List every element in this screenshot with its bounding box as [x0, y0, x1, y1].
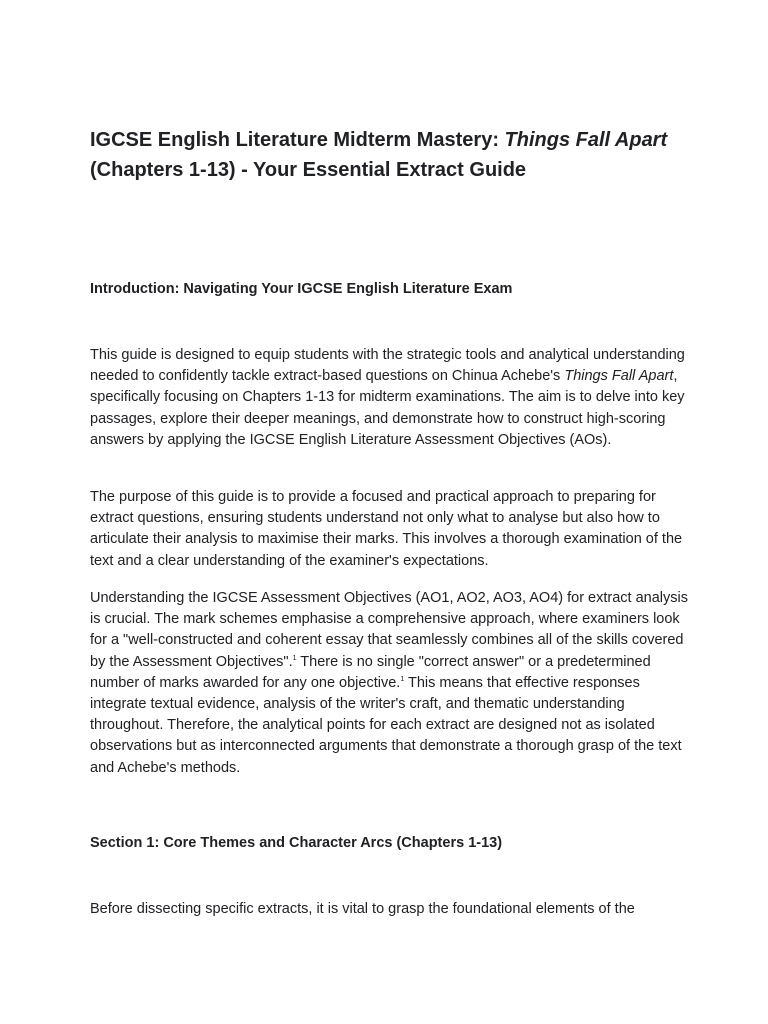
intro-heading: Introduction: Navigating Your IGCSE English Literature Exam [90, 281, 513, 297]
title-rest: (Chapters 1-13) - Your Essential Extract Guide [90, 159, 527, 181]
intro-p1-book-italic: Things Fall Apart [564, 368, 674, 385]
intro-p1-text-b: , specifically focusing on Chapters 1-13 for midterm examinations. The aim is to delve into key passages, explore their deeper meanings, and demonstrate how to construct high-scoring answers by applying the IGCSE English Literature Assessment Objectives (AOs). [90, 368, 685, 448]
document-title [90, 125, 690, 185]
intro-paragraph-1 [90, 345, 690, 451]
intro-p3-text-a: Understanding the IGCSE Assessment Objectives (AO1, AO2, AO3, AO4) for extract analysis is crucial. The mark schemes emphasise a comprehensive approach, where examiners look for a "well-constructed and coherent essay that seamlessly combines all of the skills covered by the Assessment Objectives". [90, 590, 688, 670]
title-book-italic: Things Fall Apart [504, 129, 668, 151]
intro-p3-text-b: There is no single "correct answer" or a predetermined number of marks awarded for any one objective. [90, 653, 651, 691]
section1-heading: Section 1: Core Themes and Character Arcs (Chapters 1-13) [90, 835, 503, 851]
footnote-ref-1[interactable]: 1 [292, 654, 297, 662]
intro-paragraph-2: The purpose of this guide is to provide a focused and practical approach to preparing for extract questions, ensuring students understand not only what to analyse but also how to articulate their analysis to maximise their marks. This involves a thorough examination of the text and a clear understanding of the examiner's expectations. [90, 489, 683, 569]
footnote-ref-2[interactable]: 1 [400, 675, 405, 683]
intro-paragraph-3 [90, 588, 690, 779]
intro-p3-text-c: This means that effective responses integrate textual evidence, analysis of the writer's craft, and thematic understanding throughout. Therefore, the analytical points for each extract are designed not as isolated observations but as interconnected arguments that demonstrate a thorough grasp of the text and Achebe's methods. [90, 674, 682, 776]
section1-paragraph-1: Before dissecting specific extracts, it is vital to grasp the foundational elements of the [90, 901, 635, 917]
intro-p1-text-a: This guide is designed to equip students with the strategic tools and analytical understanding needed to confidently tackle extract-based questions on Chinua Achebe's [90, 347, 685, 385]
title-main: IGCSE English Literature Midterm Mastery: [90, 129, 505, 151]
